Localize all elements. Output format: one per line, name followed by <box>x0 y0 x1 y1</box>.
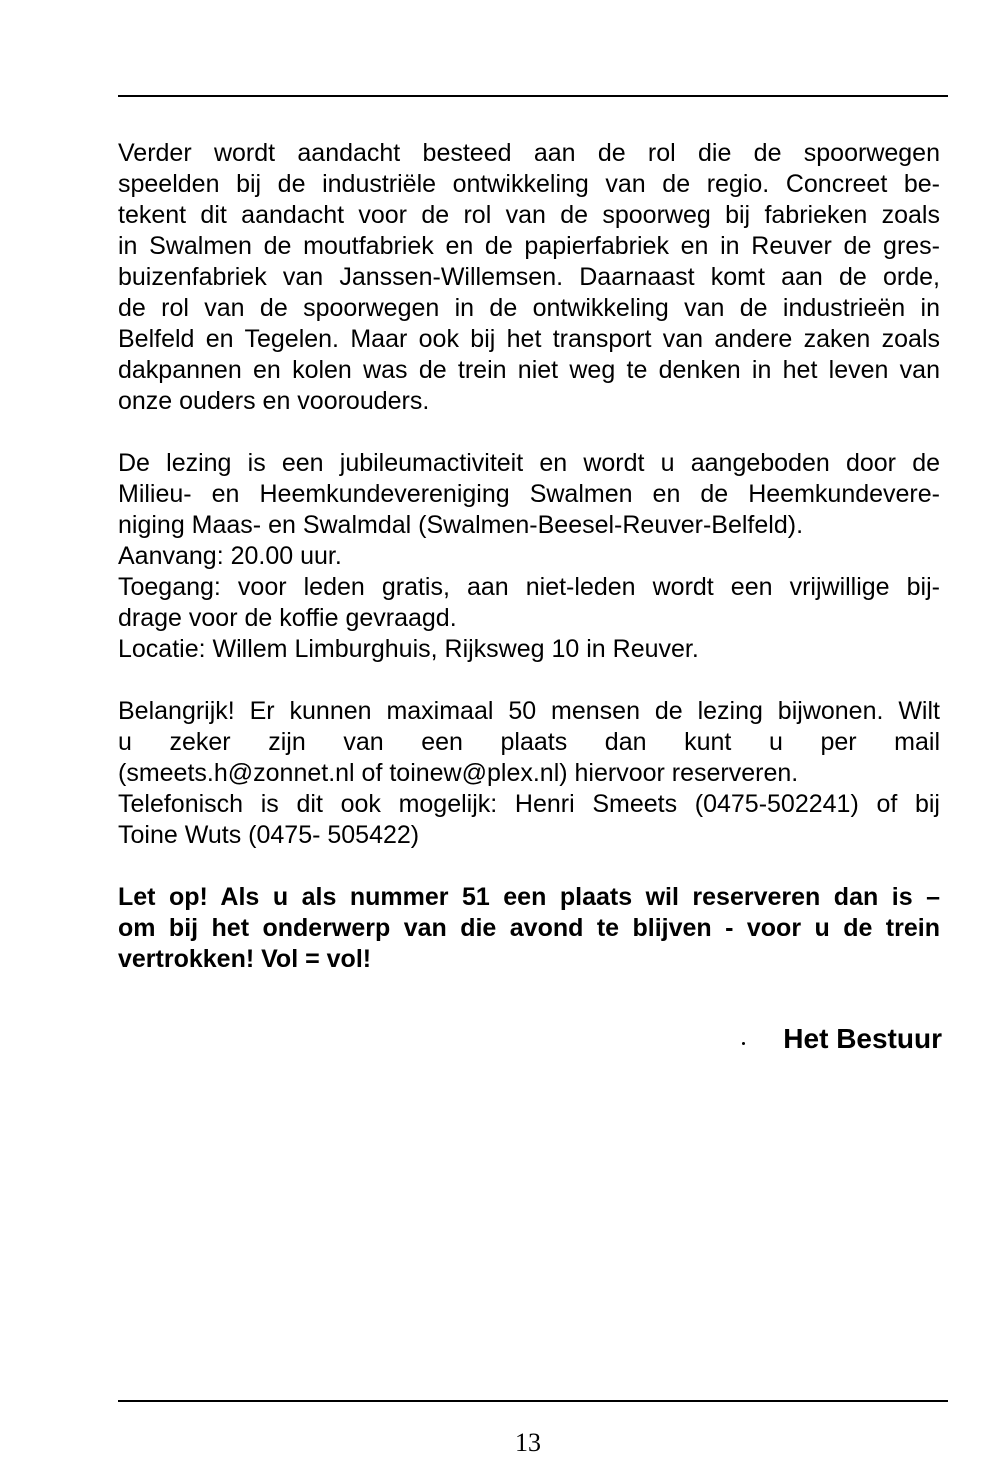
text-line: onze ouders en voorouders. <box>118 387 430 415</box>
text-line: dakpannen en kolen was de trein niet weg te denken in het leven van <box>118 356 940 384</box>
text-line: tekent dit aandacht voor de rol van de spoorweg bij fabrieken zoals <box>118 201 940 229</box>
paragraph-event-info <box>118 448 940 665</box>
signature: Het Bestuur <box>783 1023 942 1054</box>
text-line: buizenfabriek van Janssen-Willemsen. Daarnaast komt aan de orde, <box>118 263 940 291</box>
text-line: Verder wordt aandacht besteed aan de rol die de spoorwegen <box>118 139 940 167</box>
location-info: Locatie: Willem Limburghuis, Rijksweg 10 in Reuver. <box>118 635 699 663</box>
text-line: De lezing is een jubileumactiviteit en wordt u aangeboden door de <box>118 449 940 477</box>
text-line: Milieu- en Heemkundevereniging Swalmen en de Heemkundevere- <box>118 480 940 508</box>
page-number: 13 <box>515 1428 541 1457</box>
paragraph-warning <box>118 882 940 975</box>
text-line: Toine Wuts (0475- 505422) <box>118 821 420 849</box>
text-line: drage voor de koffie gevraagd. <box>118 604 457 632</box>
text-line: Belfeld en Tegelen. Maar ook bij het transport van andere zaken zoals <box>118 325 940 353</box>
text-line: speelden bij de industriële ontwikkeling van de regio. Concreet be- <box>118 170 940 198</box>
paragraph-gap <box>118 665 940 696</box>
text-line: niging Maas- en Swalmdal (Swalmen-Beesel-Reuver-Belfeld). <box>118 511 804 539</box>
start-time: Aanvang: 20.00 uur. <box>118 542 342 570</box>
text-line: vertrokken! Vol = vol! <box>118 945 372 973</box>
article-body <box>118 138 940 975</box>
phone-contacts: Telefonisch is dit ook mogelijk: Henri Smeets (0475-502241) of bij <box>118 790 940 818</box>
text-line: u zeker zijn van een plaats dan kunt u per mail <box>118 728 940 756</box>
paragraph-reservation <box>118 696 940 851</box>
text-line: om bij het onderwerp van die avond te blijven - voor u de trein <box>118 914 940 942</box>
text-line: Let op! Als u als nummer 51 een plaats wil reserveren dan is – <box>118 883 940 911</box>
admission-info: Toegang: voor leden gratis, aan niet-leden wordt een vrijwillige bij- <box>118 573 940 601</box>
paragraph-gap <box>118 417 940 448</box>
paragraph-railway-industry <box>118 138 940 417</box>
text-line: in Swalmen de moutfabriek en de papierfabriek en in Reuver de gres- <box>118 232 940 260</box>
text-line: Belangrijk! Er kunnen maximaal 50 mensen de lezing bijwonen. Wilt <box>118 697 940 725</box>
bottom-rule <box>118 1400 948 1402</box>
email-contacts: (smeets.h@zonnet.nl of toinew@plex.nl) hiervoor reserveren. <box>118 759 799 787</box>
paragraph-gap <box>118 851 940 882</box>
text-line: de rol van de spoorwegen in de ontwikkeling van de industrieën in <box>118 294 940 322</box>
top-rule <box>118 95 948 97</box>
